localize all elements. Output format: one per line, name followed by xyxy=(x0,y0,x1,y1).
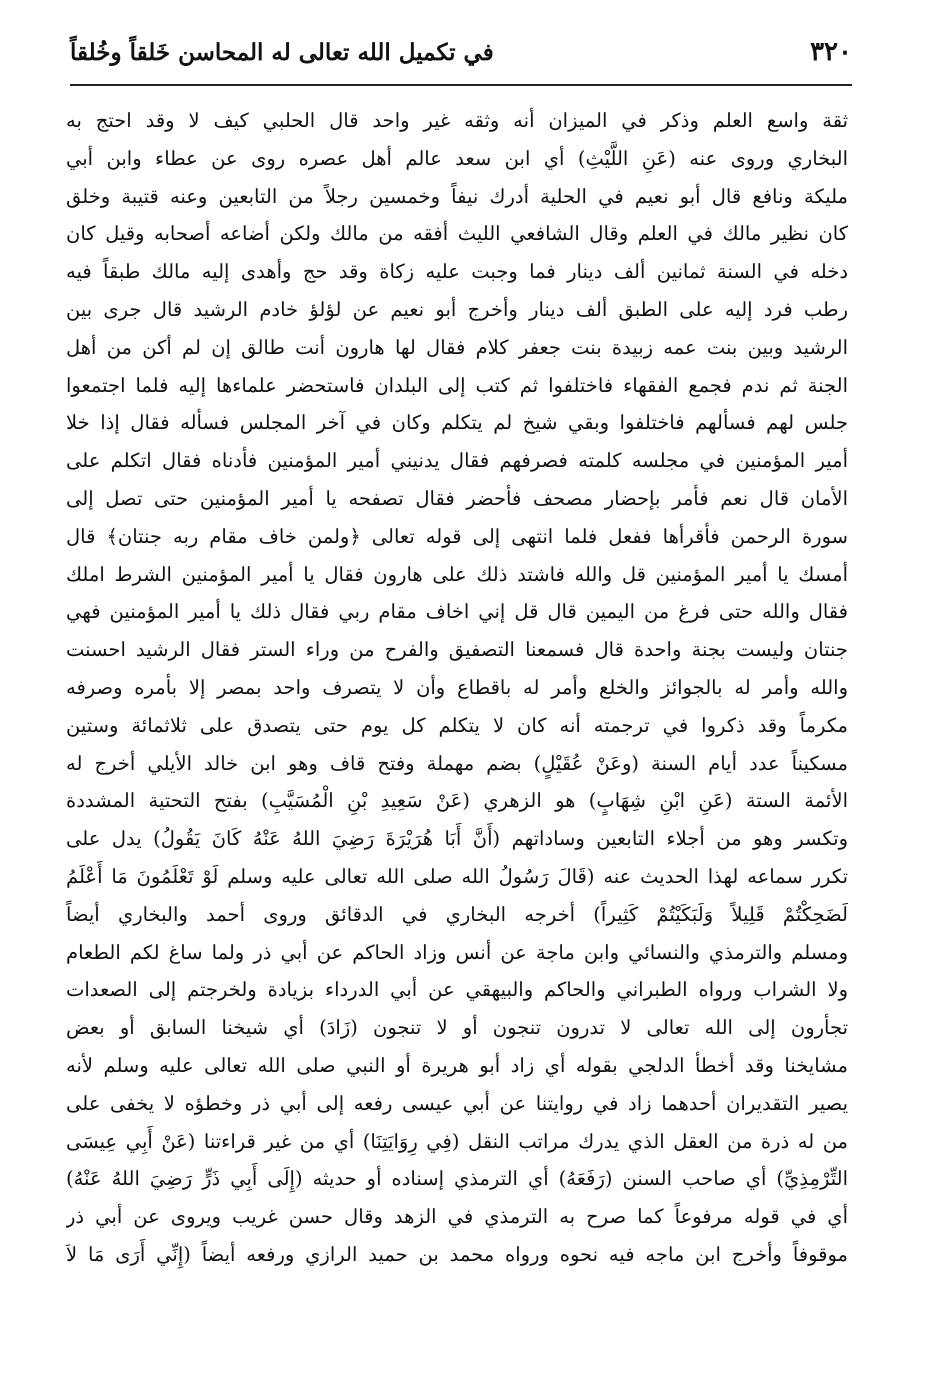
page-number: ٣٢٠ xyxy=(810,37,852,67)
text-line: ولا الشراب ورواه الطبراني والحاكم والبيهقي عن أبي الدرداء بزيادة ولخرجتم إلى الصعدات xyxy=(66,978,848,1002)
text-line: أمسك يا أمير المؤمنين قل والله فاشتد ذلك على هارون فقال يا أمير المؤمنين الشرط املك xyxy=(66,562,848,586)
text-line: فقال والله حتى فرغ من اليمين قال قل إني اخاف مقام ربي فقال ذلك يا أمير المؤمنين فهي xyxy=(66,600,848,624)
page-header xyxy=(70,28,852,76)
text-line: مسكيناً عدد أيام السنة (وعَنْ عُقَيْلٍ) بضم مهملة وفتح قاف وهو ابن خالد الأيلي أخرج له xyxy=(66,751,848,775)
text-line: الأئمة الستة (عَنِ ابْنِ شِهَابٍ) هو الزهري (عَنْ سَعِيدِ بْنِ الْمُسَيَّبِ) بفتح التحتية المشددة xyxy=(66,789,848,813)
text-line: الجنة ثم ندم فجمع الفقهاء فاختلفوا ثم كتب إلى البلدان فاستحضر علماءها إليه فلما اجتمعوا xyxy=(66,373,848,397)
text-line: تكرر سماعه لهذا الحديث عنه (قَالَ رَسُولُ الله صلى الله تعالى عليه وسلم لَوْ تَعْلَمُونَ مَا أَعْلَمُ xyxy=(66,864,848,888)
running-title: في تكميل الله تعالى له المحاسن خَلقاً وخُلقاً xyxy=(70,38,494,66)
text-line: مشايخنا وقد أخطأ الدلجي بقوله أي زاد أبو هريرة أو النبي صلى الله تعالى عليه وسلم لأنه xyxy=(66,1053,848,1077)
text-line: مكرماً وقد ذكروا في ترجمته أنه كان لا يتكلم كل يوم حتى يتصدق على ثلاثمائة وستين xyxy=(66,713,848,737)
text-line: سورة الرحمن فأقرأها ففعل فلما انتهى إلى قوله تعالى ﴿ولمن خاف مقام ربه جنتان﴾ قال xyxy=(66,524,848,548)
header-rule xyxy=(70,84,852,86)
text-line: جلس لهم فسألهم فاختلفوا وبقي شيخ لم يتكلم وكان في آخر المجلس فسأله فقال إذا خلا xyxy=(66,411,848,435)
text-line: التِّرْمِذِيِّ) أي صاحب السنن (رَفَعَهُ) أي الترمذي إسناده أو حديثه (إِلَى أَبِي ذَرٍّ رَضِيَ اللهُ عَنْهُ) xyxy=(66,1167,848,1191)
text-line: وتكسر وهو من أجلاء التابعين وساداتهم (أَنَّ أَبَا هُرَيْرَةَ رَضِيَ اللهُ عَنْهُ كَانَ يَقُولُ) يدل على xyxy=(66,827,848,851)
text-line: موقوفاً وأخرج ابن ماجه فيه نحوه ورواه محمد بن حميد الرازي ورفعه أيضاً (إِنِّي أَرَى مَا لاَ xyxy=(66,1242,848,1266)
text-line: لَضَحِكْتُمْ قَلِيلاً وَلَبَكَيْتُمْ كَثِيراً) أخرجه البخاري في الدقائق وروى أحمد والبخاري أيضاً xyxy=(66,902,848,926)
text-line: ثقة واسع العلم وذكر في الميزان أنه وثقه غير واحد قال الحلبي كيف لا وقد احتج به xyxy=(66,109,848,132)
text-line: يصير التقديران أحدهما زاد في روايتنا عن أبي عيسى رفعه إلى أبي ذر وخطؤه لا يخفى على xyxy=(66,1091,848,1115)
text-line: الأمان قال نعم فأمر بإحضار مصحف فأحضر فقال تصفحه يا أمير المؤمنين حتى تصل إلى xyxy=(66,486,848,510)
text-line: أي في قوله مرفوعاً كما صرح به الترمذي في الزهد وقال حسن غريب ويروى عن أبي ذر xyxy=(66,1205,848,1229)
text-line: دخله في السنة ثمانين ألف دينار فما وجبت عليه زكاة وقد حج وأهدى إليه مالك طبقاً فيه xyxy=(66,260,848,284)
text-line: كان نظير مالك في العلم وقال الشافعي الليث أفقه من مالك ولكن أضاعه أصحابه وقيل كان xyxy=(66,222,848,246)
text-line: البخاري وروى عنه (عَنِ اللَّيْثِ) أي ابن سعد عالم أهل عصره روى عن عطاء وابن أبي xyxy=(66,146,848,170)
text-line: مليكة ونافع قال أبو نعيم في الحلية أدرك نيفاً وخمسين رجلاً من التابعين وعنه قتيبة وخلق xyxy=(66,184,848,208)
text-line: جنتان وليست بجنة واحدة قال فسمعنا التصفيق والفرح من وراء الستر فقال الرشيد احسنت xyxy=(66,638,848,662)
text-line: أمير المؤمنين في مجلسه كلمته فصرفهم فقال يدنيني أمير المؤمنين فأدناه فقال اتكلم على xyxy=(66,449,848,473)
text-line: من له ذرة من العقل الذي يدرك مراتب النقل (فِي رِوَايَتِنَا) أي من غير قراءتنا (عَنْ أَبِي عِيسَى xyxy=(66,1129,848,1153)
text-line: ومسلم والترمذي والنسائي وابن ماجة عن أنس وزاد الحاكم عن أبي ذر ولما ساغ لكم الطعام xyxy=(66,940,848,964)
main-text xyxy=(66,102,848,1274)
text-line: والله وأمر له بالجوائز والخلع وأمر له باقطاع وأن لا يتصرف واحد بمصر إلا بأمره وصرفه xyxy=(66,675,848,699)
text-line: رطب فرد إليه على الطبق ألف دينار وأخرج أبو نعيم عن لؤلؤ خادم الرشيد قال جرى بين xyxy=(66,297,848,321)
text-line: الرشيد وبين بنت عمه زبيدة بنت جعفر كلام فقال لها هارون أنت طالق إن لم أكن من أهل xyxy=(66,335,848,359)
text-line: تجأرون إلى الله تعالى لا تدرون تنجون أو لا تنجون (زَادَ) أي شيخنا السابق أو بعض xyxy=(66,1016,848,1040)
